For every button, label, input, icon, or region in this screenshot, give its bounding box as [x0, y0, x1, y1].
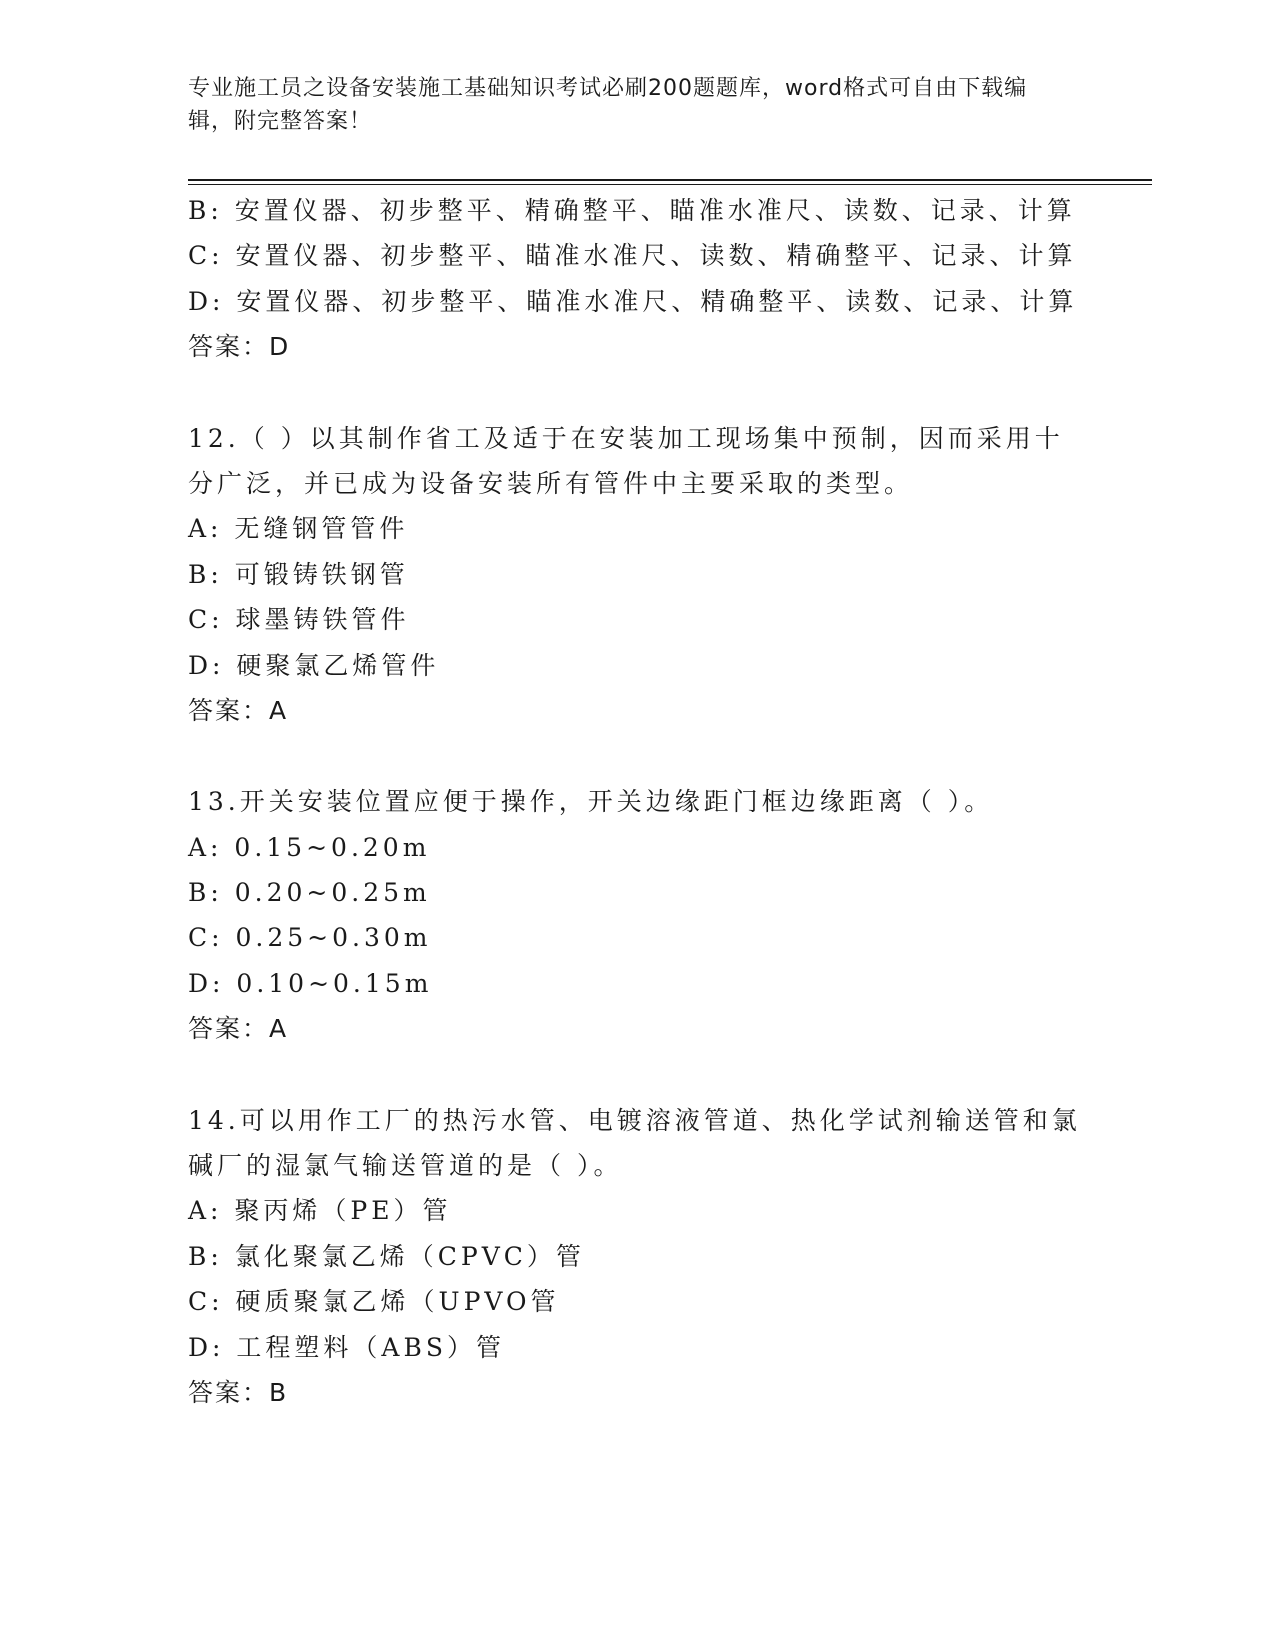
option-c: C: 硬质聚氯乙烯（UPVO管	[188, 1287, 560, 1317]
option-d: D: 0.10~0.15m	[188, 968, 433, 998]
option-b: B: 可锻铸铁钢管	[188, 559, 409, 589]
answer-label: 答案：	[188, 1014, 270, 1044]
option-a: A: 聚丙烯（PE）管	[188, 1196, 452, 1226]
question-stem: 12.（ ）以其制作省工及适于在安装加工现场集中预制，因而采用十	[188, 423, 1064, 453]
spacer	[188, 1052, 1148, 1098]
option-c: C: 球墨铸铁管件	[188, 605, 410, 635]
option-d: D: 硬聚氯乙烯管件	[188, 650, 440, 680]
answer-line	[188, 1370, 1148, 1415]
header-divider-thick	[188, 179, 1152, 181]
question-11-continued	[188, 188, 1148, 370]
option-c: C: 安置仪器、初步整平、瞄准水准尺、读数、精确整平、记录、计算	[188, 241, 1077, 271]
answer-label: 答案：	[188, 332, 270, 362]
option-a: A: 无缝钢管管件	[188, 514, 409, 544]
option-b: B: 0.20~0.25m	[188, 878, 431, 908]
answer-label: 答案：	[188, 1377, 270, 1407]
option-b: B: 安置仪器、初步整平、精确整平、瞄准水准尺、读数、记录、计算	[188, 196, 1076, 225]
question-stem: 碱厂的湿氯气输送管道的是（ ）。	[188, 1151, 623, 1181]
header-title: 专业施工员之设备安装施工基础知识考试必刷200题题库，word格式可自由下载编辑，附完整答案！	[188, 76, 1028, 134]
header-divider-thin	[188, 184, 1152, 185]
answer-label: 答案：	[188, 695, 270, 725]
option-d: D: 安置仪器、初步整平、瞄准水准尺、精确整平、读数、记录、计算	[188, 286, 1078, 316]
answer-line	[188, 688, 1148, 733]
question-12	[188, 416, 1148, 734]
answer-line	[188, 1006, 1148, 1051]
question-14	[188, 1098, 1148, 1416]
option-c: C: 0.25~0.30m	[188, 923, 432, 953]
answer-value: A	[269, 695, 289, 725]
document-body	[188, 188, 1148, 1415]
option-d: D: 工程塑料（ABS）管	[188, 1332, 505, 1362]
question-stem: 分广泛，并已成为设备安装所有管件中主要采取的类型。	[188, 468, 914, 498]
answer-line	[188, 324, 1148, 369]
question-stem: 14.可以用作工厂的热污水管、电镀溶液管道、热化学试剂输送管和氯	[188, 1105, 1081, 1135]
option-b: B: 氯化聚氯乙烯（CPVC）管	[188, 1241, 585, 1271]
option-a: A: 0.15~0.20m	[188, 832, 431, 862]
answer-value: B	[269, 1377, 289, 1407]
document-header	[188, 72, 1068, 138]
spacer	[188, 733, 1148, 779]
answer-value: A	[269, 1014, 289, 1044]
question-stem: 13.开关安装位置应便于操作，开关边缘距门框边缘距离（ ）。	[188, 787, 994, 817]
spacer	[188, 370, 1148, 416]
answer-value: D	[269, 332, 291, 362]
question-13	[188, 779, 1148, 1051]
